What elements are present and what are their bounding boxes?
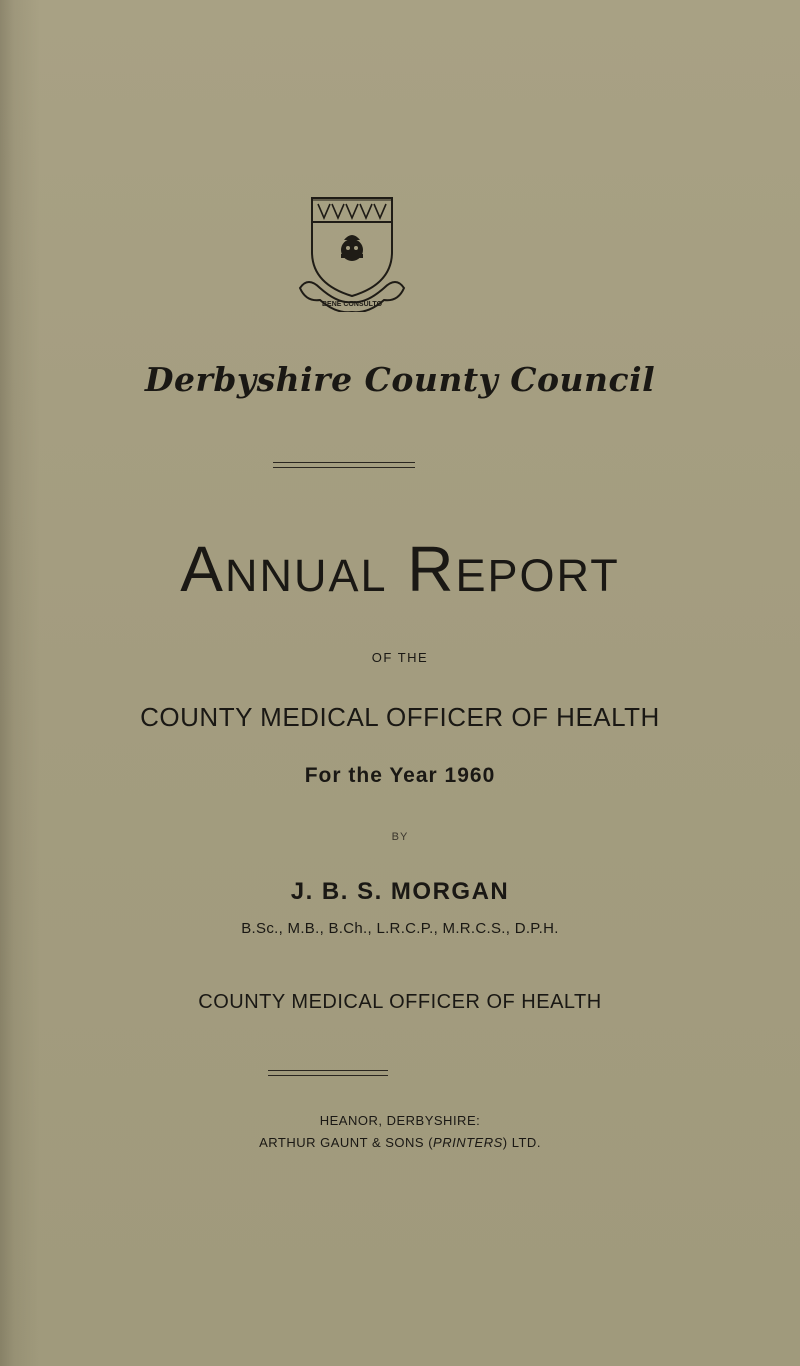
printer-name <box>0 1135 800 1150</box>
crest-motto: BENE CONSULTO <box>321 301 383 308</box>
of-the-label: OF THE <box>371 650 429 665</box>
report-year: For the Year 1960 <box>304 764 496 787</box>
printer-name-start: ARTHUR GAUNT & SONS ( <box>259 1135 434 1150</box>
double-rule-divider <box>273 462 415 468</box>
double-rule-divider <box>268 1070 388 1076</box>
author-position: COUNTY MEDICAL OFFICER OF HEALTH <box>198 991 602 1013</box>
report-title: Annual Report <box>180 533 620 605</box>
by-label: BY <box>391 831 409 843</box>
council-name: Derbyshire County Council <box>144 360 656 399</box>
county-crest-icon <box>298 192 406 312</box>
author-name: J. B. S. MORGAN <box>290 878 510 905</box>
printer-name-italic: PRINTERS <box>433 1135 503 1150</box>
officer-title: COUNTY MEDICAL OFFICER OF HEALTH <box>140 702 660 732</box>
printer-place: HEANOR, DERBYSHIRE: <box>319 1113 481 1128</box>
author-qualifications: B.Sc., M.B., B.Ch., L.R.C.P., M.R.C.S., D.P.H. <box>241 920 559 937</box>
printer-name-end: ) LTD. <box>502 1135 541 1150</box>
